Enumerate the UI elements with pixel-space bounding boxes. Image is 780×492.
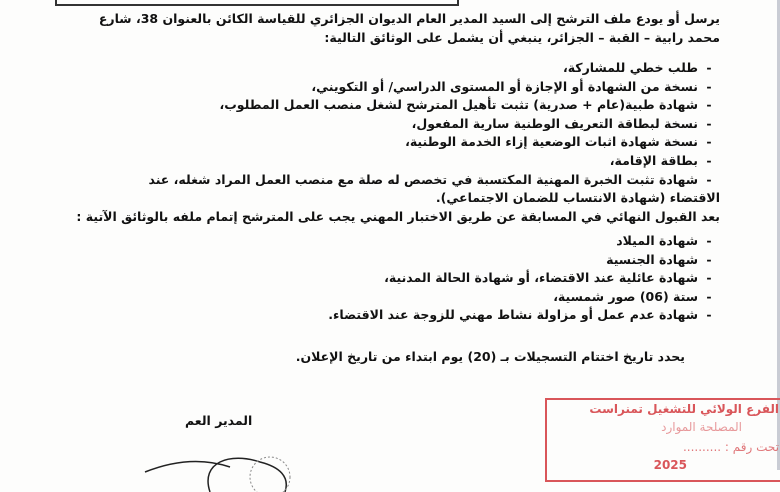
list-item: - ستة (06) صور شمسية، bbox=[553, 289, 720, 305]
list-item: - طلب خطي للمشاركة، bbox=[563, 60, 720, 76]
stamp-line-1: الفرع الولائي للتشغيل تمنراست bbox=[589, 402, 779, 416]
stamp-line-4: 2025 bbox=[653, 458, 687, 472]
official-stamp bbox=[545, 398, 780, 482]
intro-line-2: محمد رابية – القبة – الجزائر، ينبغي أن يشمل على الوثائق التالية: bbox=[324, 30, 720, 45]
list-item: - شهادة الجنسية bbox=[606, 252, 720, 268]
list-item: - نسخة من الشهادة أو الإجازة أو المستوى الدراسي/ أو التكويني، bbox=[311, 79, 720, 95]
final-acceptance-intro: بعد القبول النهائي في المسابقة عن طريق الاختبار المهني يجب على المترشح إتمام ملفه بالوثائق الآتية : bbox=[76, 209, 720, 224]
list-item: - نسخة لبطاقة التعريف الوطنية سارية المفعول، bbox=[412, 116, 720, 132]
list-item: - شهادة تثبت الخبرة المهنية المكتسبة في تخصص له صلة مع منصب العمل المراد شغله، عند bbox=[148, 172, 720, 188]
stamp-line-2: المصلحة الموارد bbox=[661, 420, 742, 434]
signatory-title: المدير العم bbox=[185, 413, 253, 428]
list-item: - شهادة عدم عمل أو مزاولة نشاط مهني للزوجة عند الاقتضاء. bbox=[328, 307, 720, 323]
list-item: - نسخة شهادة اثبات الوضعية إزاء الخدمة الوطنية، bbox=[405, 134, 720, 150]
stamp-line-3: تحت رقم : .......... bbox=[682, 440, 779, 454]
intro-line-1: يرسل أو يودع ملف الترشح إلى السيد المدير العام الديوان الجزائري للقياسة الكائن بالعنوان 38، شارع bbox=[98, 11, 720, 26]
list-item: - شهادة الميلاد bbox=[616, 233, 720, 249]
header-box-edge bbox=[55, 0, 459, 6]
list-item: - شهادة عائلية عند الاقتضاء، أو شهادة الحالة المدنية، bbox=[384, 270, 720, 286]
list-item: - شهادة طبية(عام + صدرية) تثبت تأهيل المترشح لشغل منصب العمل المطلوب، bbox=[219, 97, 720, 113]
deadline-text: يحدد تاريخ اختتام التسجيلات بـ (20) يوم ابتداء من تاريخ الإعلان. bbox=[295, 349, 685, 364]
signature bbox=[140, 452, 300, 492]
list-item: - بطاقة الإقامة، bbox=[610, 153, 720, 169]
list-item-continuation: الاقتضاء (شهادة الانتساب للضمان الاجتماعي). bbox=[435, 190, 720, 205]
